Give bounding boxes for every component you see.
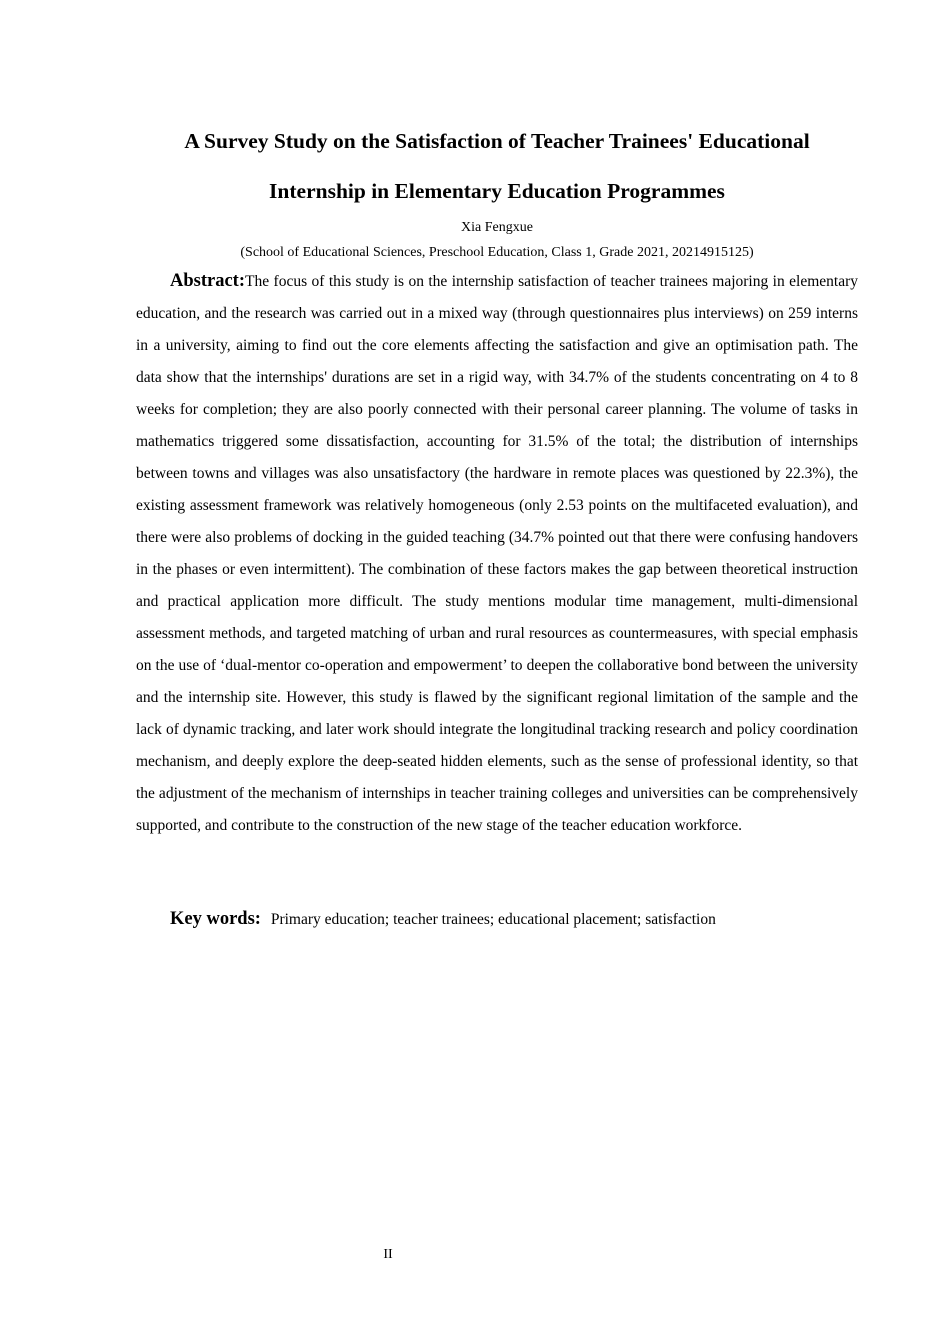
author-affiliation: (School of Educational Sciences, Preschool Education, Class 1, Grade 2021, 20214915125) <box>240 245 754 260</box>
keywords-label: Key words: <box>170 909 261 929</box>
keywords-text: Primary education; teacher trainees; educational placement; satisfaction <box>270 911 716 928</box>
keywords-line <box>170 905 858 934</box>
abstract-paragraph <box>136 265 858 842</box>
paper-title-line-1: A Survey Study on the Satisfaction of Teacher Trainees' Educational <box>184 129 810 153</box>
page-number: II <box>383 1247 393 1262</box>
abstract-text: The focus of this study is on the internship satisfaction of teacher trainees majoring in elementary education, and the research was carried out in a mixed way (through questionnaires plus interviews) on 259 interns in a university, aiming to find out the core elements affecting the satisfaction and give an optimisation path. The data show that the internships' durations are set in a rigid way, with 34.7% of the students concentrating on 4 to 8 weeks for completion; they are also poorly connected with their personal career planning. The volume of tasks in mathematics triggered some dissatisfaction, accounting for 31.5% of the total; the distribution of internships between towns and villages was also unsatisfactory (the hardware in remote places was questioned by 22.3%), the existing assessment framework was relatively homogeneous (only 2.53 points on the multifaceted evaluation), and there were also problems of docking in the guided teaching (34.7% pointed out that there were confusing handovers in the phases or even intermittent). The combination of these factors makes the gap between theoretical instruction and practical application more difficult. The study mentions modular time management, multi-dimensional assessment methods, and targeted matching of urban and rural resources as countermeasures, with special emphasis on the use of ‘dual-mentor co-operation and empowerment’ to deepen the collaborative bond between the university and the internship site. However, this study is flawed by the significant regional limitation of the sample and the lack of dynamic tracking, and later work should integrate the longitudinal tracking research and policy coordination mechanism, and deeply explore the deep-seated hidden elements, such as the sense of professional identity, so that the adjustment of the mechanism of internships in teacher training colleges and universities can be comprehensively supported, and contribute to the construction of the new stage of the teacher education workforce. <box>136 273 858 834</box>
author-name: Xia Fengxue <box>461 220 533 235</box>
abstract-label: Abstract: <box>170 271 246 291</box>
paper-title-line-2: Internship in Elementary Education Programmes <box>269 179 725 203</box>
